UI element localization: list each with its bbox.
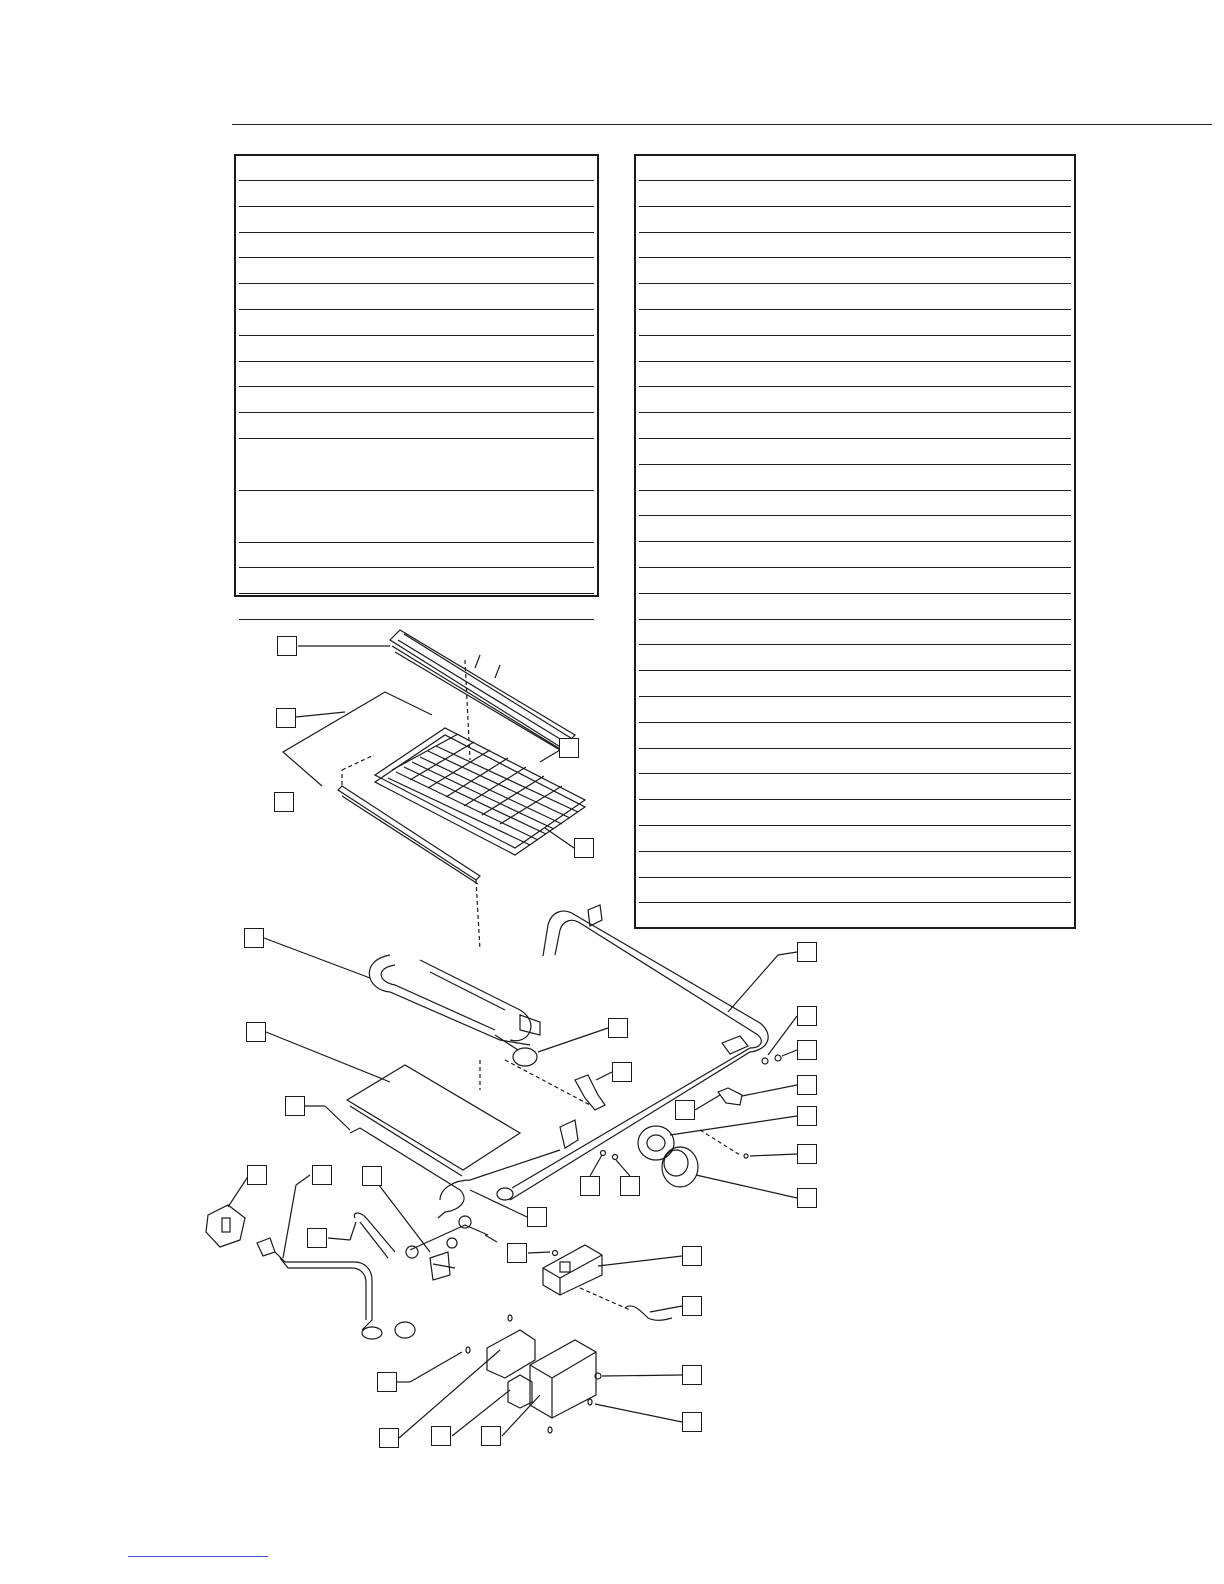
burner-drawing	[369, 955, 540, 1066]
callout-box	[274, 792, 294, 812]
callout-box	[379, 1428, 399, 1448]
callout-box	[580, 1176, 600, 1196]
callout-box	[481, 1426, 501, 1446]
callout-box	[797, 1144, 817, 1164]
callout-box	[527, 1207, 547, 1227]
callout-box	[797, 1040, 817, 1060]
callout-box	[682, 1365, 702, 1385]
callout-box	[682, 1296, 702, 1316]
heat-shield-drawing	[338, 786, 480, 884]
callout-box	[312, 1165, 332, 1185]
callout-box	[797, 1106, 817, 1126]
cooking-grate-drawing	[390, 630, 575, 752]
gas-hose-drawing	[257, 1238, 415, 1339]
callout-box	[362, 1166, 382, 1186]
callout-box	[797, 1188, 817, 1208]
control-knob-drawing	[638, 1126, 698, 1187]
callout-box	[276, 708, 296, 728]
callout-box	[431, 1426, 451, 1446]
callout-box	[797, 1075, 817, 1095]
callout-box	[797, 942, 817, 962]
callout-box	[247, 1165, 267, 1185]
footer-link[interactable]	[128, 1556, 268, 1557]
callout-box	[675, 1100, 695, 1120]
flavor-grid-drawing	[375, 728, 585, 855]
callout-box	[285, 1096, 305, 1116]
callout-box	[574, 838, 594, 858]
callout-box	[682, 1246, 702, 1266]
regulator-drawing	[206, 1205, 245, 1247]
ignitor-module-drawing	[543, 1245, 602, 1295]
callout-box	[377, 1372, 397, 1392]
spark-generator-drawing	[466, 1315, 601, 1433]
callout-box	[277, 636, 297, 656]
callout-box	[612, 1062, 632, 1082]
callout-box	[246, 1022, 266, 1042]
callout-box	[620, 1176, 640, 1196]
callout-box	[682, 1412, 702, 1432]
callout-box	[244, 928, 264, 948]
callout-box	[559, 738, 579, 758]
valve-manifold-drawing	[406, 1216, 497, 1280]
callout-box	[797, 1006, 817, 1026]
callout-box	[507, 1243, 527, 1263]
drip-tray-drawing	[347, 1065, 520, 1176]
callout-box	[307, 1228, 327, 1248]
callout-box	[608, 1018, 628, 1038]
